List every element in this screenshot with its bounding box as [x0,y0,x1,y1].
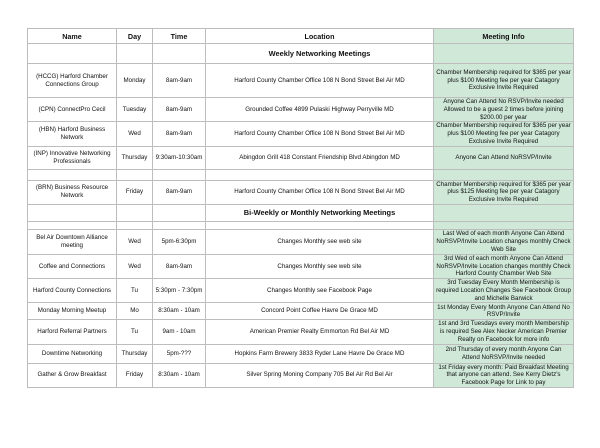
cell-time: 9:30am-10:30am [153,146,206,169]
section-cell [28,204,117,221]
cell-location: Silver Spring Moning Company 705 Bel Air Rd Bel Air [206,363,434,387]
cell-day: Monday [117,64,153,98]
cell-info: Chamber Membership required for $365 per year plus $100 Meeting fee per year Catagory Exclusive Invite Required [434,122,574,146]
cell-time: 8:30am - 10am [153,303,206,320]
cell-day: Wed [117,229,153,254]
table-row [28,180,574,204]
cell-time: 8am-9am [153,254,206,278]
table-row [28,98,574,122]
cell-time: 5:30pm - 7:30pm [153,279,206,303]
spacer-row [28,221,574,229]
cell-info: 1st and 3rd Tuesdays every month Membership is required See Alex Necker American Premier Realty on Facebook for more info [434,320,574,344]
cell-info: Chamber Membership required for $365 per year plus $100 Meeting fee per year Catagory Exclusive Invite Required [434,64,574,98]
cell-location: Concord Point Coffee Havre De Grace MD [206,303,434,320]
cell-day: Tu [117,320,153,344]
cell-location: Changes Monthly see web site [206,254,434,278]
section-row [28,44,574,64]
cell-name [28,221,117,229]
table-row [28,279,574,303]
section-cell [434,204,574,221]
section-cell [434,44,574,64]
cell-name: Downtime Networking [28,344,117,363]
table-row [28,303,574,320]
cell-location [206,221,434,229]
header-day: Day [117,29,153,44]
table-row [28,254,574,278]
cell-time: 8am-9am [153,180,206,204]
networking-meetings-table [27,28,574,388]
cell-day: Thursday [117,344,153,363]
section-cell [117,44,153,64]
cell-day: Tu [117,279,153,303]
header-row [28,29,574,44]
cell-time: 8am-9am [153,64,206,98]
cell-info: Anyone Can Attend No RSVP/Invite needed Allowed to be a guest 2 times before joining $200.00 per year [434,98,574,122]
cell-name: (CPN) ConnectPro Cecil [28,98,117,122]
cell-time: 8:30am - 10am [153,363,206,387]
cell-location: Abingdon Grill 418 Constant Friendship Blvd Abingdon MD [206,146,434,169]
cell-location: Changes Monthly see Facebook Page [206,279,434,303]
table-row [28,64,574,98]
cell-day: Friday [117,363,153,387]
cell-name: Coffee and Connections [28,254,117,278]
table-row [28,320,574,344]
cell-time: 8am-9am [153,122,206,146]
cell-time [153,221,206,229]
cell-time: 9am - 10am [153,320,206,344]
table-body [28,44,574,388]
cell-name: Gather & Grow Breakfast [28,363,117,387]
section-cell [153,44,206,64]
section-title: Bi-Weekly or Monthly Networking Meetings [206,204,434,221]
cell-info: 3rd Wed of each month Anyone Can Attend NoRSVP/Invite Location changes monthly Check Harford County Chamber Web Site [434,254,574,278]
cell-day: Mo [117,303,153,320]
cell-info [434,169,574,180]
cell-day: Tuesday [117,98,153,122]
table-row [28,363,574,387]
cell-day: Friday [117,180,153,204]
cell-time: 5pm-??? [153,344,206,363]
cell-name: Harford County Connections [28,279,117,303]
cell-name: Harford Referral Partners [28,320,117,344]
cell-location: Hopkins Farm Brewery 3833 Ryder Lane Havre De Grace MD [206,344,434,363]
header-meeting-info: Meeting Info [434,29,574,44]
cell-time [153,169,206,180]
cell-info [434,221,574,229]
cell-name: (INP) Innovative Networking Professionals [28,146,117,169]
cell-location [206,169,434,180]
cell-time: 8am-9am [153,98,206,122]
header-time: Time [153,29,206,44]
cell-location: Harford County Chamber Office 108 N Bond Street Bel Air MD [206,180,434,204]
header-location: Location [206,29,434,44]
table-row [28,122,574,146]
section-cell [153,204,206,221]
section-row [28,204,574,221]
section-cell [28,44,117,64]
cell-day [117,221,153,229]
cell-name: (BRN) Business Resource Network [28,180,117,204]
cell-location: Grounded Coffee 4899 Pulaski Highway Perryville MD [206,98,434,122]
spacer-row [28,169,574,180]
cell-location: Changes Monthly see web site [206,229,434,254]
table-row [28,146,574,169]
cell-info: Last Wed of each month Anyone Can Attend NoRSVP/Invite Location changes monthly Check Web Site [434,229,574,254]
cell-day: Thursday [117,146,153,169]
table-row [28,229,574,254]
cell-name [28,169,117,180]
cell-info: 1st Monday Every Month Anyone Can Attend No RSVP/Invite [434,303,574,320]
section-cell [117,204,153,221]
cell-name: (HBN) Harford Business Network [28,122,117,146]
cell-time: 5pm-6:30pm [153,229,206,254]
cell-info: 2nd Thursday of every month Anyone Can Attend NoRSVP/Invite needed [434,344,574,363]
cell-name: Bel Air Downtown Alliance meeting [28,229,117,254]
cell-day: Wed [117,254,153,278]
cell-day [117,169,153,180]
cell-location: Harford County Chamber Office 108 N Bond Street Bel Air MD [206,64,434,98]
cell-info: 3rd Tuesday Every Month Membership is required Location Changes See Facebook Group and Michelle Barwick [434,279,574,303]
table-row [28,344,574,363]
cell-name: Monday Morning Meetup [28,303,117,320]
header-name: Name [28,29,117,44]
cell-day: Wed [117,122,153,146]
cell-info: Chamber Membership required for $365 per year plus $125 Meeting fee per year Catagory Exclusive Invite Required [434,180,574,204]
cell-location: American Premier Realty Emmorton Rd Bel Air MD [206,320,434,344]
cell-name: (HCCG) Harford Chamber Connections Group [28,64,117,98]
cell-location: Harford County Chamber Office 108 N Bond Street Bel Air MD [206,122,434,146]
cell-info: Anyone Can Attend NoRSVP/Invite [434,146,574,169]
section-title: Weekly Networking Meetings [206,44,434,64]
cell-info: 1st Friday every month: Paid Breakfast Meeting that anyone can attend. See Kerry Dietz's Facebook Page for Link to pay [434,363,574,387]
